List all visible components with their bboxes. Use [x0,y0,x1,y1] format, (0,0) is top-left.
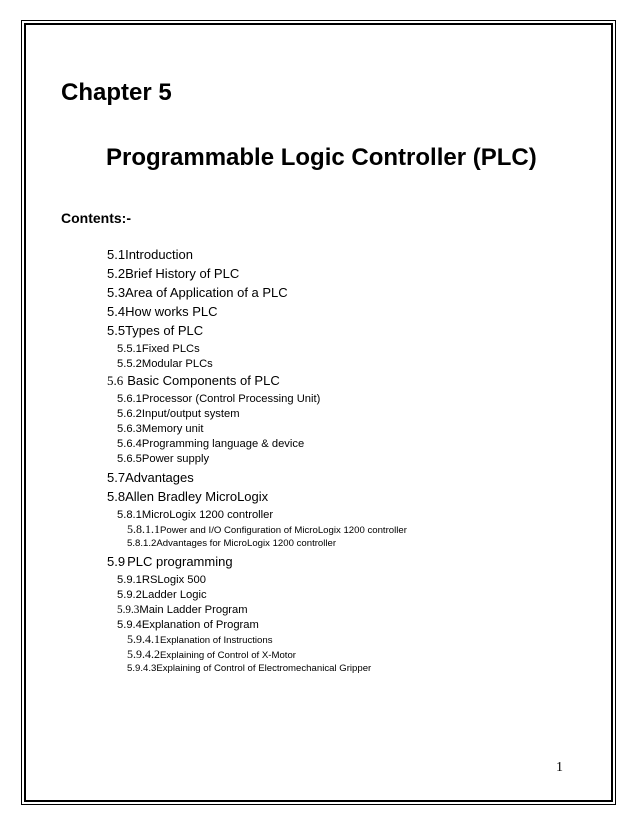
toc-subitem [117,357,213,371]
toc-number: 5.5 [107,323,126,338]
toc-number: 5.7 [107,470,126,485]
toc-number: 5.8 [107,489,126,504]
toc-text: Explanation of Program [141,619,259,631]
toc-subsubitem [127,538,336,550]
toc-subitem [117,618,259,632]
toc-text: MicroLogix 1200 controller [141,509,274,521]
toc-item [107,323,203,339]
toc-item [107,247,193,263]
toc-subitem [117,588,207,602]
toc-item [107,285,288,301]
toc-text: Basic Components of PLC [127,373,280,388]
toc-text: RSLogix 500 [141,574,206,586]
toc-subitem [117,407,240,421]
toc-subitem [117,437,304,451]
toc-subitem [117,422,203,436]
toc-number: 5.9.4.1 [127,632,160,646]
toc-number: 5.9.3 [117,604,140,616]
toc-number: 5.9.4.2 [127,647,160,661]
toc-text: Fixed PLCs [141,343,200,355]
toc-text: Power and I/O Configuration of MicroLogix 1200 controller [160,525,407,536]
toc-text: Advantages [125,470,194,485]
toc-number: 5.2 [107,266,126,281]
chapter-title: Programmable Logic Controller (PLC) [106,144,537,171]
toc-subsubitem [127,648,296,662]
toc-subsubitem [127,523,407,537]
toc-number: 5.9.4.3 [127,663,157,674]
toc-text: Modular PLCs [141,358,213,370]
toc-number: 5.5.2 [117,358,142,370]
toc-number: 5.8.1 [117,509,142,521]
toc-subitem [117,573,206,587]
toc-text: Explaining of Control of X-Motor [160,650,296,661]
toc-subitem [117,392,320,406]
toc-text: Advantages for MicroLogix 1200 controller [156,538,337,549]
toc-text: Processor (Control Processing Unit) [141,393,321,405]
contents-label: Contents:- [61,210,131,226]
toc-number: 5.8.1.2 [127,538,157,549]
toc-number: 5.9.4 [117,619,142,631]
toc-text: Introduction [125,247,194,262]
toc-item [107,266,239,282]
page-number: 1 [556,760,563,775]
toc-text: Memory unit [141,423,204,435]
toc-number: 5.6.4 [117,438,142,450]
toc-number: 5.9.1 [117,574,142,586]
toc-item [107,554,233,570]
toc-text: Programming language & device [141,438,305,450]
toc-number: 5.5.1 [117,343,142,355]
toc-number: 5.6.5 [117,453,142,465]
toc-text: Area of Application of a PLC [125,285,288,300]
toc-text: How works PLC [125,304,218,319]
toc-text: Input/output system [141,408,240,420]
toc-subitem [117,603,248,617]
toc-number: 5.1 [107,247,126,262]
toc-number: 5.8.1.1 [127,522,160,536]
toc-item [107,489,268,505]
chapter-heading: Chapter 5 [61,79,172,106]
toc-text: Allen Bradley MicroLogix [125,489,269,504]
toc-subsubitem [127,633,273,647]
toc-text: Power supply [141,453,210,465]
toc-text: Ladder Logic [141,589,207,601]
toc-number: 5.9 [107,554,126,569]
toc-text: Brief History of PLC [125,266,240,281]
toc-number: 5.6.3 [117,423,142,435]
toc-subitem [117,342,200,356]
toc-number: 5.3 [107,285,126,300]
toc-number: 5.6.1 [117,393,142,405]
toc-text: Types of PLC [125,323,204,338]
toc-number: 5.6 [107,373,124,388]
toc-subitem [117,452,209,466]
toc-number: 5.6.2 [117,408,142,420]
toc-subsubitem [127,663,371,675]
toc-number: 5.4 [107,304,126,319]
toc-text: PLC programming [127,554,233,569]
toc-item [107,373,280,389]
toc-subitem [117,508,273,522]
toc-text: Main Ladder Program [139,604,248,616]
toc-number: 5.9.2 [117,589,142,601]
toc-text: Explaining of Control of Electromechanical Gripper [156,663,372,674]
toc-item [107,304,218,320]
toc-item [107,470,194,486]
toc-text: Explanation of Instructions [160,635,273,646]
